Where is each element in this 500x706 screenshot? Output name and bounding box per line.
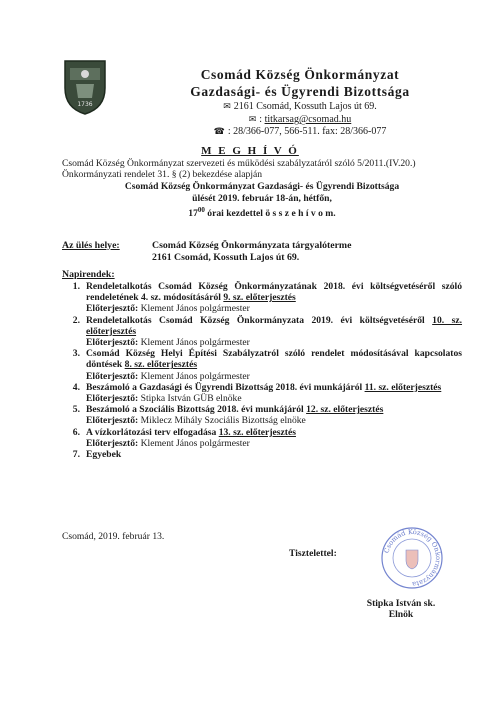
at-icon: ✉	[248, 114, 257, 124]
phone-line	[150, 125, 450, 138]
intro-meeting-date: ülését 2019. február 18-án, hétfőn,	[192, 193, 332, 204]
phone-text: : 28/366-077, 566-511. fax: 28/366-077	[227, 126, 387, 137]
agenda-item-body	[86, 315, 462, 349]
municipal-crest	[62, 58, 108, 116]
address-line	[150, 100, 450, 113]
agenda-item-reference[interactable]: 13. sz. előterjesztés	[218, 426, 296, 438]
signature-block	[364, 598, 438, 621]
agenda-item-presenter: Előterjesztő: Klement János polgármester	[86, 437, 250, 449]
agenda-label: Napirendek:	[62, 269, 115, 280]
meeting-place-label: Az ülés helye:	[62, 240, 120, 251]
agenda-list	[62, 281, 462, 460]
agenda-item	[62, 281, 462, 315]
agenda-item-presenter: Előterjesztő: Miklecz Mihály Szociális Bizottság elnöke	[86, 415, 306, 427]
agenda-item-number: 6.	[72, 426, 80, 438]
agenda-item-number: 7.	[72, 449, 80, 461]
agenda-item	[62, 427, 462, 449]
agenda-item-number: 5.	[72, 404, 80, 416]
agenda-item-title: Rendeletalkotás Csomád Község Önkormányzatának 2018. évi költségvetéséről szóló rendeletének 4. sz. módosításáról 9. sz. előterjesztés	[86, 281, 462, 304]
signer-name: Stipka István sk.	[366, 598, 436, 609]
agenda-item-title: Beszámoló a Szociális Bizottság 2018. évi munkájáról 12. sz. előterjesztés	[86, 404, 384, 416]
meeting-place-line2: 2161 Csomád, Kossuth Lajos út 69.	[152, 252, 300, 263]
agenda-item-reference[interactable]: 11. sz. előterjesztés	[364, 381, 442, 393]
invite-title: M E G H Í V Ó	[201, 145, 299, 157]
agenda-item-body	[86, 449, 462, 460]
envelope-icon: ✉	[223, 101, 231, 111]
agenda-item	[62, 315, 462, 349]
phone-icon: ☎	[213, 126, 225, 136]
agenda-item-reference[interactable]: 8. sz. előterjesztés	[124, 359, 198, 371]
email-line: ✉ : titkarsag@csomad.hu	[248, 114, 352, 125]
agenda-item-title: Rendeletalkotás Csomád Község Önkormányzata 2019. évi költségvetéséről 10. sz. előterjesztés	[86, 314, 463, 337]
org-title	[150, 66, 450, 100]
agenda-item	[62, 348, 462, 382]
agenda-item-title: Beszámoló a Gazdasági és Ügyrendi Bizottság 2018. évi munkájáról 11. sz. előterjesztés	[86, 381, 442, 393]
org-name: Csomád Község Önkormányzat	[200, 67, 400, 82]
agenda-item-reference[interactable]: 12. sz. előterjesztés	[306, 404, 384, 416]
agenda-item	[62, 449, 462, 460]
svg-text:Csomád Község Önkormányzata: Csomád Község Önkormányzata	[382, 527, 443, 589]
intro-paragraph: Csomád Község Önkormányzat szervezeti és működési szabályzatáról szóló 5/2011.(IV.20.) Önkormányzati rendelet 31. § (2) bekezdése alapján	[62, 158, 416, 181]
agenda-item-body	[86, 404, 462, 426]
agenda-item-presenter: Előterjesztő: Stipka István GÜB elnöke	[86, 393, 242, 405]
intro-committee: Csomád Község Önkormányzat Gazdasági- és Ügyrendi Bizottsága	[124, 181, 400, 192]
agenda-item-number: 4.	[72, 381, 80, 393]
agenda-item-presenter: Előterjesztő: Klement János polgármester	[86, 370, 250, 382]
address-text: 2161 Csomád, Kossuth Lajos út 69.	[233, 101, 377, 112]
agenda-item-reference[interactable]: 10. sz. előterjesztés	[86, 314, 463, 337]
agenda-item-body	[86, 281, 462, 315]
agenda-item-reference[interactable]: 9. sz. előterjesztés	[223, 292, 296, 304]
agenda-item-number: 1.	[72, 281, 80, 292]
closing-text: Tisztelettel:	[289, 548, 337, 559]
svg-text:1736: 1736	[77, 101, 93, 108]
intro-meeting-time: $17^{00}$ órai kezdettel ö s s z e h í v o m.	[188, 206, 336, 220]
meeting-place-line1: Csomád Község Önkormányzata tárgyalóterme	[152, 240, 352, 251]
agenda-item-title: Csomád Község Helyi Építési Szabályzatról szóló rendelet módosításával kapcsolatos döntések 8. sz. előterjesztés	[86, 348, 462, 371]
signer-role: Elnök	[388, 609, 414, 621]
agenda-item	[62, 382, 462, 404]
agenda-item-title: A vízkorlátozási terv elfogadása 13. sz. előterjesztés	[86, 426, 296, 438]
date-line: Csomád, 2019. február 13.	[62, 531, 165, 542]
official-stamp	[380, 526, 444, 590]
email-link[interactable]: titkarsag@csomad.hu	[264, 114, 352, 125]
agenda-item-presenter: Előterjesztő: Klement János polgármester	[86, 337, 250, 349]
agenda-item-number: 3.	[72, 348, 80, 360]
agenda-item	[62, 404, 462, 426]
committee-name: Gazdasági- és Ügyrendi Bizottsága	[190, 84, 410, 99]
agenda-item-body	[86, 382, 462, 404]
agenda-item-number: 2.	[72, 314, 80, 326]
agenda-item-title: Egyebek	[86, 449, 122, 461]
agenda-item-presenter: Előterjesztő: Klement János polgármester	[86, 303, 250, 315]
agenda-item-body	[86, 427, 462, 449]
agenda-item-body	[86, 348, 462, 382]
